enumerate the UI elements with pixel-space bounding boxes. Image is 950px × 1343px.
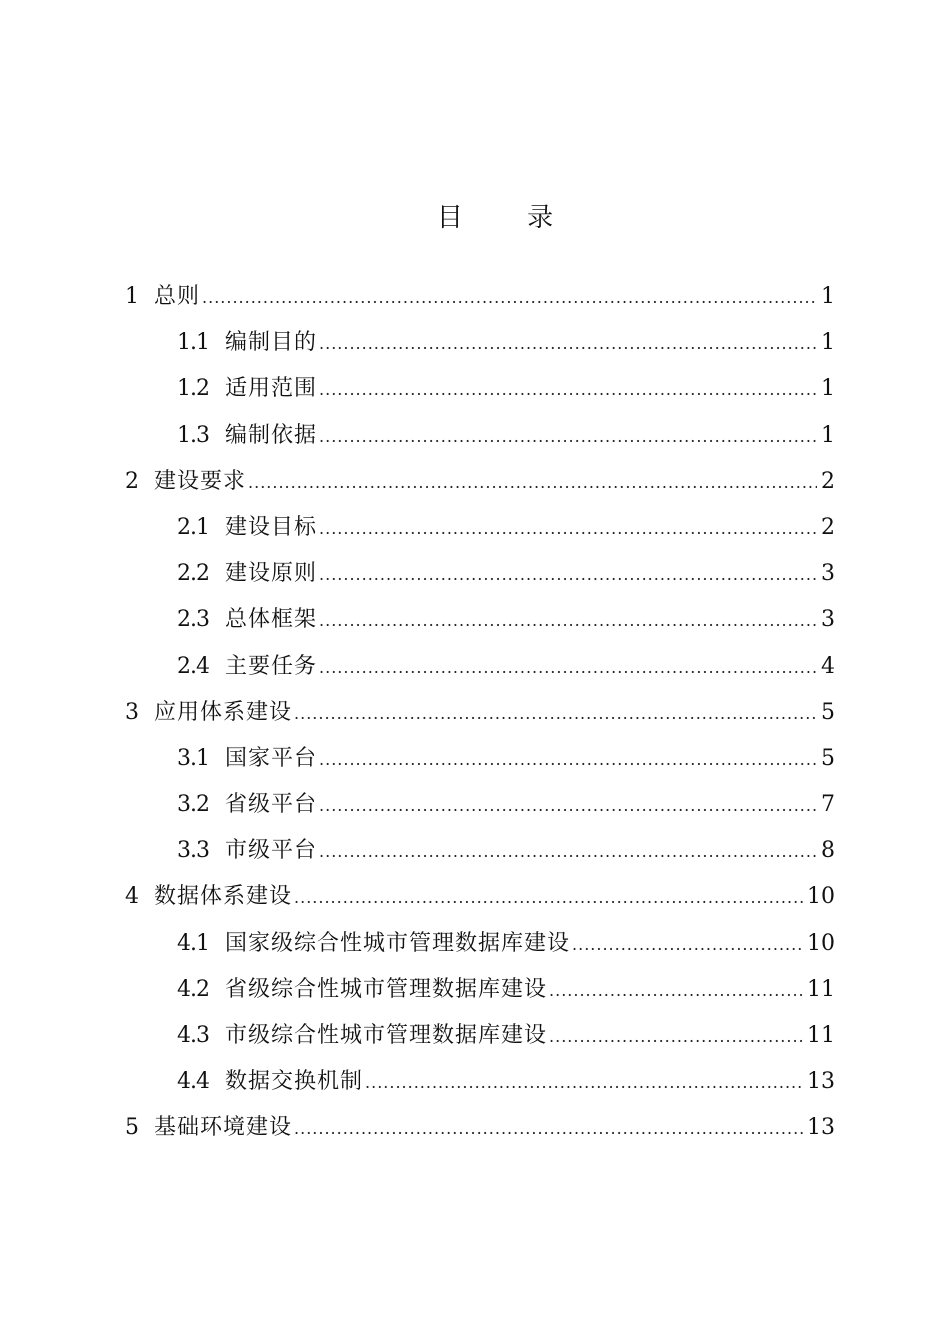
toc-entry-text: 国家级综合性城市管理数据库建设: [225, 930, 571, 956]
toc-entry[interactable]: [125, 967, 835, 1013]
toc-entry[interactable]: [125, 921, 835, 967]
toc-entry[interactable]: [125, 459, 835, 505]
toc-entry[interactable]: [125, 505, 835, 551]
toc-entry[interactable]: [125, 1105, 835, 1151]
toc-entry-text: 建设要求: [154, 468, 247, 494]
toc-entry-number: 1.3: [177, 422, 209, 448]
toc-entry-page: 2: [821, 514, 835, 540]
toc-entry-text: 建设原则: [225, 561, 318, 587]
dot-leader: [319, 321, 817, 367]
dot-leader: [248, 460, 817, 506]
toc-entry-number: 2.1: [177, 514, 209, 540]
toc-entry-page: 7: [821, 792, 835, 818]
toc-entry-number: 1.2: [177, 376, 209, 402]
toc-entry[interactable]: [125, 1059, 835, 1105]
dot-leader: [572, 922, 803, 968]
toc-entry-text: 编制目的: [225, 330, 318, 356]
dot-leader: [319, 414, 817, 460]
toc-entry-text: 建设目标: [225, 514, 318, 540]
toc-entry-page: 1: [821, 330, 835, 356]
dot-leader: [319, 506, 817, 552]
toc-entry[interactable]: [125, 1013, 835, 1059]
toc-entry[interactable]: [125, 366, 835, 412]
toc-entry-text: 编制依据: [225, 422, 318, 448]
toc-entry-text: 市级平台: [225, 838, 318, 864]
dot-leader: [319, 367, 817, 413]
toc-entry-page: 10: [807, 930, 835, 956]
toc-entry-page: 11: [807, 976, 835, 1002]
toc-entry-text: 省级综合性城市管理数据库建设: [225, 976, 548, 1002]
toc-entry-page: 4: [821, 653, 835, 679]
toc-entry-text: 主要任务: [225, 653, 318, 679]
dot-leader: [294, 1106, 803, 1152]
toc-entry-page: 1: [821, 422, 835, 448]
dot-leader: [202, 275, 817, 321]
toc-entry-text: 国家平台: [225, 745, 318, 771]
dot-leader: [294, 691, 817, 737]
toc-entry-text: 适用范围: [225, 376, 318, 402]
toc-entry-number: 3: [125, 699, 138, 725]
dot-leader: [294, 875, 803, 921]
dot-leader: [319, 737, 817, 783]
toc-entry-page: 13: [807, 1069, 835, 1095]
toc-entry-number: 5: [125, 1115, 138, 1141]
table-of-contents: [125, 274, 835, 1152]
dot-leader: [319, 829, 817, 875]
toc-entry-number: 4.4: [177, 1069, 209, 1095]
toc-entry-number: 1.1: [177, 330, 209, 356]
toc-entry[interactable]: [125, 644, 835, 690]
toc-entry-page: 3: [821, 607, 835, 633]
toc-entry[interactable]: [125, 320, 835, 366]
toc-entry[interactable]: [125, 690, 835, 736]
toc-entry-text: 基础环境建设: [154, 1115, 293, 1141]
toc-entry-number: 2.2: [177, 561, 209, 587]
toc-entry[interactable]: [125, 782, 835, 828]
toc-entry[interactable]: [125, 828, 835, 874]
toc-entry-number: 4.2: [177, 976, 209, 1002]
toc-entry-page: 13: [807, 1115, 835, 1141]
toc-entry[interactable]: [125, 274, 835, 320]
toc-entry-page: 8: [821, 838, 835, 864]
dot-leader: [319, 598, 817, 644]
toc-entry[interactable]: [125, 874, 835, 920]
dot-leader: [319, 783, 817, 829]
toc-entry-number: 4.3: [177, 1023, 209, 1048]
toc-entry-text: 数据体系建设: [154, 884, 293, 910]
toc-entry-page: 1: [821, 376, 835, 402]
toc-entry-page: 10: [807, 884, 835, 910]
toc-entry[interactable]: [125, 413, 835, 459]
toc-entry[interactable]: [125, 736, 835, 782]
toc-entry-page: 5: [821, 699, 835, 725]
dot-leader: [365, 1060, 803, 1106]
toc-title: 目 录: [436, 203, 582, 233]
toc-entry-text: 省级平台: [225, 792, 318, 818]
toc-entry-number: 4.1: [177, 930, 209, 956]
dot-leader: [549, 1014, 803, 1060]
toc-entry-page: 5: [821, 745, 835, 771]
toc-entry-number: 4: [125, 884, 138, 910]
toc-entry-text: 总则: [154, 284, 201, 309]
toc-entry-number: 3.3: [177, 838, 209, 864]
toc-entry-number: 2.3: [177, 607, 209, 633]
toc-entry-text: 应用体系建设: [154, 699, 293, 725]
toc-entry-text: 市级综合性城市管理数据库建设: [225, 1023, 548, 1048]
dot-leader: [319, 645, 817, 691]
toc-entry-page: 2: [821, 468, 835, 494]
toc-entry-number: 2: [125, 468, 138, 494]
toc-entry-text: 总体框架: [225, 607, 318, 633]
toc-entry-page: 11: [807, 1023, 835, 1048]
toc-entry-number: 2.4: [177, 653, 209, 679]
toc-entry-number: 3.1: [177, 745, 209, 771]
toc-entry-page: 3: [821, 561, 835, 587]
toc-entry-number: 3.2: [177, 792, 209, 818]
toc-entry-text: 数据交换机制: [225, 1069, 364, 1095]
toc-entry-number: 1: [125, 284, 138, 309]
toc-entry[interactable]: [125, 551, 835, 597]
dot-leader: [549, 968, 803, 1014]
toc-entry[interactable]: [125, 597, 835, 643]
toc-entry-page: 1: [821, 284, 835, 309]
dot-leader: [319, 552, 817, 598]
